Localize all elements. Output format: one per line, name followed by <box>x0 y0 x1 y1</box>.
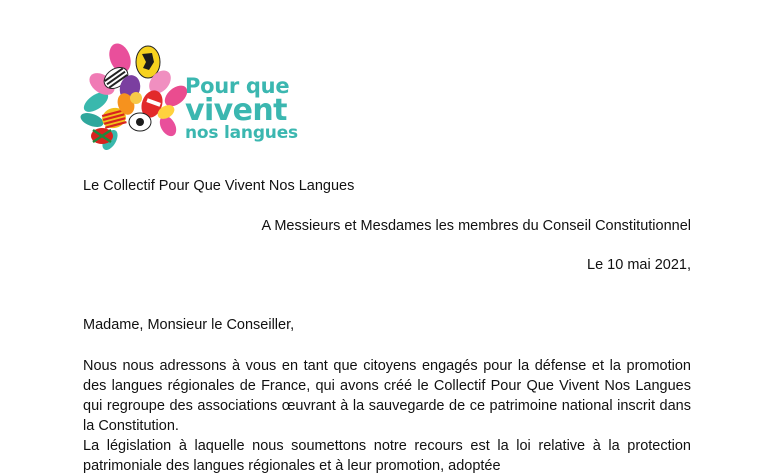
greeting-line: Madame, Monsieur le Conseiller, <box>83 317 295 333</box>
letter-body <box>83 356 691 476</box>
logo-line-1: Pour que <box>185 74 290 98</box>
flower-of-regional-flags-icon <box>80 40 190 150</box>
logo-line-3: nos langues <box>185 123 298 143</box>
collective-logo <box>80 40 300 150</box>
recipient-line: A Messieurs et Mesdames les membres du Conseil Constitutionnel <box>261 218 691 234</box>
paragraph-2: La législation à laquelle nous soumettons notre recours est la loi relative à la protection patrimoniale des langues régionales et à leur promotion, adoptée <box>83 438 691 474</box>
date-line: Le 10 mai 2021, <box>587 257 691 273</box>
logo-line-2: vivent <box>185 93 287 128</box>
sender-line: Le Collectif Pour Que Vivent Nos Langues <box>83 178 355 194</box>
paragraph-1: Nous nous adressons à vous en tant que citoyens engagés pour la défense et la promotion des langues régionales de France, qui avons créé le Collectif Pour Que Vivent Nos Langues qui regroupe des associations œuvrant à la sauvegarde de ce patrimoine national inscrit dans la Constitution. <box>83 358 691 434</box>
logo-wordmark <box>185 76 298 142</box>
